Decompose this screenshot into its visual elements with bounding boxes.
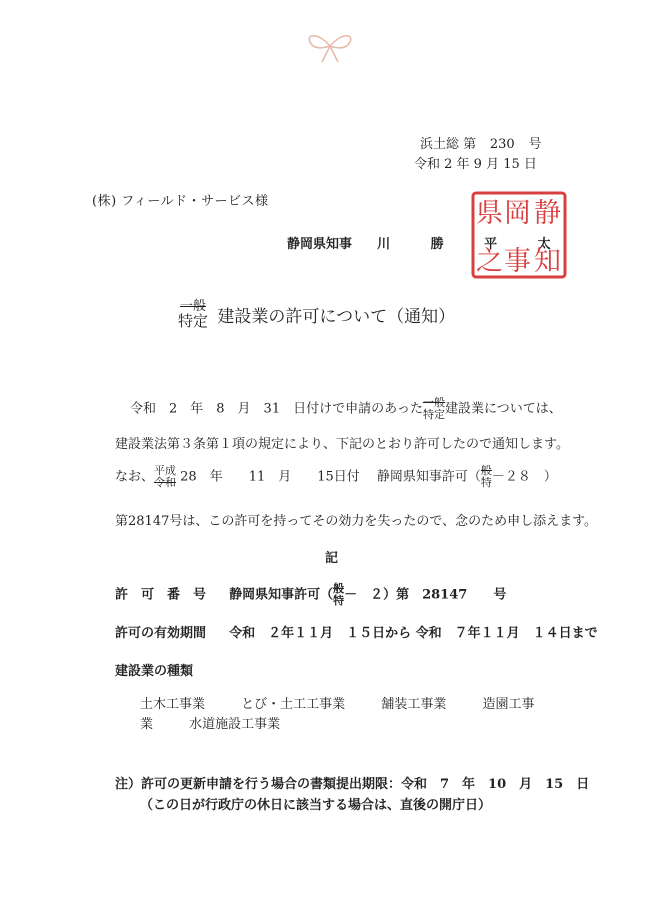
permit-number-row [115,583,506,607]
body-paragraph-2: 建設業法第３条第１項の規定により、下記のとおり許可したので通知します。 [115,437,569,452]
title-kind: 特定 [178,312,209,330]
document-date: 令和 2 年 9 月 15 日 [414,157,537,172]
body-paragraph-3 [115,465,557,489]
p3-era-struck: 令和 [154,476,177,489]
addressee: (株) フィールド・サービス様 [92,194,269,209]
p3-pre: なお、 [115,469,155,485]
p3-era-new: 平成 [154,464,177,477]
body-paragraph-1 [130,397,562,421]
p1-pre: 令和 2 年 8 月 31 日付けで申請のあった [130,401,423,417]
document-title [178,299,455,329]
official-seal-stamp [470,190,568,280]
doc-go: 号 [528,137,542,152]
ki-heading: 記 [325,551,339,566]
type-item: 土木工事業 [140,697,206,712]
permit-value-kind: 特 [333,594,345,607]
p1-struck: 一般 [422,396,445,409]
validity-label: 許可の有効期間 [115,626,207,641]
doc-prefix: 浜土総 [420,137,460,152]
p3-kind: 特 [480,476,492,489]
p1-kind: 特定 [422,408,445,421]
p3-struck: 般 [480,464,492,477]
seal-char: 事 [504,246,531,277]
p3-post: －２８ ） [491,469,557,485]
types-label: 建設業の種類 [115,664,194,679]
doc-number: 230 [489,137,515,152]
seal-char: 静 [534,198,561,229]
doc-dai: 第 [463,137,477,152]
document-number [420,133,541,152]
seal-char: 知 [534,246,561,277]
types-line-2 [140,713,312,732]
validity-value: 令和 ２年１１月 １５日から 令和 ７年１１月 １４日まで [229,626,598,641]
title-struck-general: 一般 [180,299,207,314]
type-item: 業 [140,717,154,732]
body-paragraph-4: 第28147号は、この許可を持ってその効力を失ったので、念のため申し添えます。 [115,514,598,529]
permit-value-pre: 静岡県知事許可（ [229,587,334,603]
note-line-2: （この日が行政庁の休日に該当する場合は、直後の開庁日） [140,798,492,813]
issuer-name: 川 勝 平 太 [377,237,569,252]
p3-mid: 28 年 11 月 15日付 静岡県知事許可（ [180,469,481,485]
type-item: 水道施設工事業 [189,717,281,732]
issuer-office: 静岡県知事 [287,237,353,252]
type-item: 舗装工事業 [381,697,447,712]
seal-char: 岡 [504,198,531,229]
type-item: とび・土工工事業 [241,697,346,712]
permit-value-struck: 般 [333,582,345,595]
note-line-1: 注）許可の更新申請を行う場合の書類提出期限：令和 7 年 10 月 15 日 [115,777,590,792]
seal-char: 県 [476,198,503,229]
type-item: 造園工事 [482,697,535,712]
ribbon-clip-decoration [300,26,360,66]
permit-value-post: － ２）第 28147 号 [344,587,507,603]
validity-row [115,622,598,641]
title-main: 建設業の許可について（通知） [217,306,456,327]
p1-post: 建設業については、 [444,401,562,417]
permit-number-label: 許 可 番 号 [115,587,207,603]
types-line-1 [140,693,534,712]
seal-char: 之 [476,246,503,277]
